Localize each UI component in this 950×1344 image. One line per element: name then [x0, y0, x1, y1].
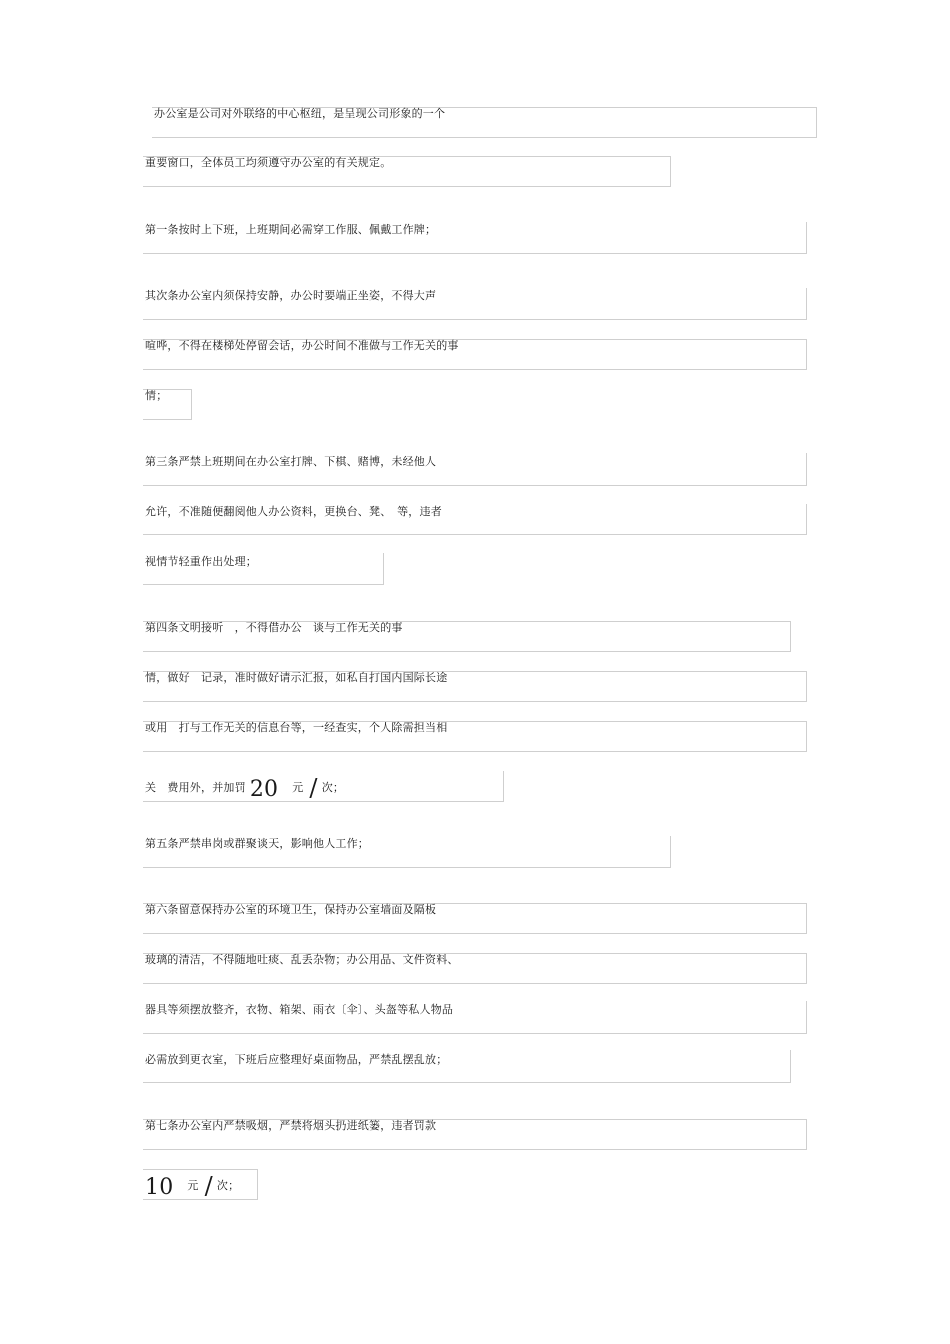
rule-line: 喧哗，不得在楼梯处停留会话，办公时间不准做与工作无关的事: [145, 339, 459, 352]
rule-line: 允许，不准随便翻阅他人办公资料，更换台、凳、 等，违者: [145, 505, 442, 518]
rule-line: 第四条文明接听 ，不得借办公 谈与工作无关的事: [145, 621, 403, 634]
fine-unit: 元: [292, 781, 304, 794]
rule-line: 第三条严禁上班期间在办公室打牌、下棋、赌博，未经他人: [145, 455, 437, 468]
rule-line: 第七条办公室内严禁吸烟，严禁将烟头扔进纸篓，违者罚款: [145, 1119, 437, 1132]
rule-line: 情；: [145, 389, 168, 402]
rule-line: 情，做好 记录，准时做好请示汇报，如私自打国内国际长途: [145, 671, 448, 684]
rule-line: 其次条办公室内须保持安静，办公时要端正坐姿，不得大声: [145, 289, 437, 302]
rule-line: 器具等须摆放整齐，衣物、箱架、雨衣〔伞〕、头盔等私人物品: [145, 1003, 454, 1016]
paragraph-line: 重要窗口，全体员工均须遵守办公室的有关规定。: [145, 156, 392, 169]
rule-line: 第五条严禁串岗或群聚谈天，影响他人工作；: [145, 837, 369, 850]
rule-line: 必需放到更衣室，下班后应整理好桌面物品，严禁乱摆乱放；: [145, 1053, 448, 1066]
rule-line: 第六条留意保持办公室的环境卫生，保持办公室墙面及隔板: [145, 903, 437, 916]
fine-amount: 20: [249, 777, 279, 802]
rule-line: 视情节轻重作出处理；: [145, 555, 257, 568]
rule-line: 或用 打与工作无关的信息台等，一经查实，个人除需担当相: [145, 721, 448, 734]
slash-glyph: /: [309, 774, 318, 802]
fine-per: 次；: [321, 781, 345, 794]
fine-unit: 元: [187, 1179, 199, 1192]
fine-prefix: 关 费用外，并加罚: [145, 781, 246, 794]
slash-glyph: /: [204, 1172, 213, 1200]
fine-line: [145, 1172, 240, 1200]
rule-line: 玻璃的清洁，不得随地吐痰、乱丢杂物；办公用品、文件资料、: [145, 953, 459, 966]
fine-line: [145, 774, 345, 802]
fine-amount: 10: [145, 1175, 174, 1200]
paragraph-line: 办公室是公司对外联络的中心枢纽，是呈现公司形象的一个: [154, 107, 446, 120]
rule-line: 第一条按时上下班，上班期间必需穿工作服、佩戴工作牌；: [145, 223, 437, 236]
fine-per: 次；: [216, 1179, 240, 1192]
